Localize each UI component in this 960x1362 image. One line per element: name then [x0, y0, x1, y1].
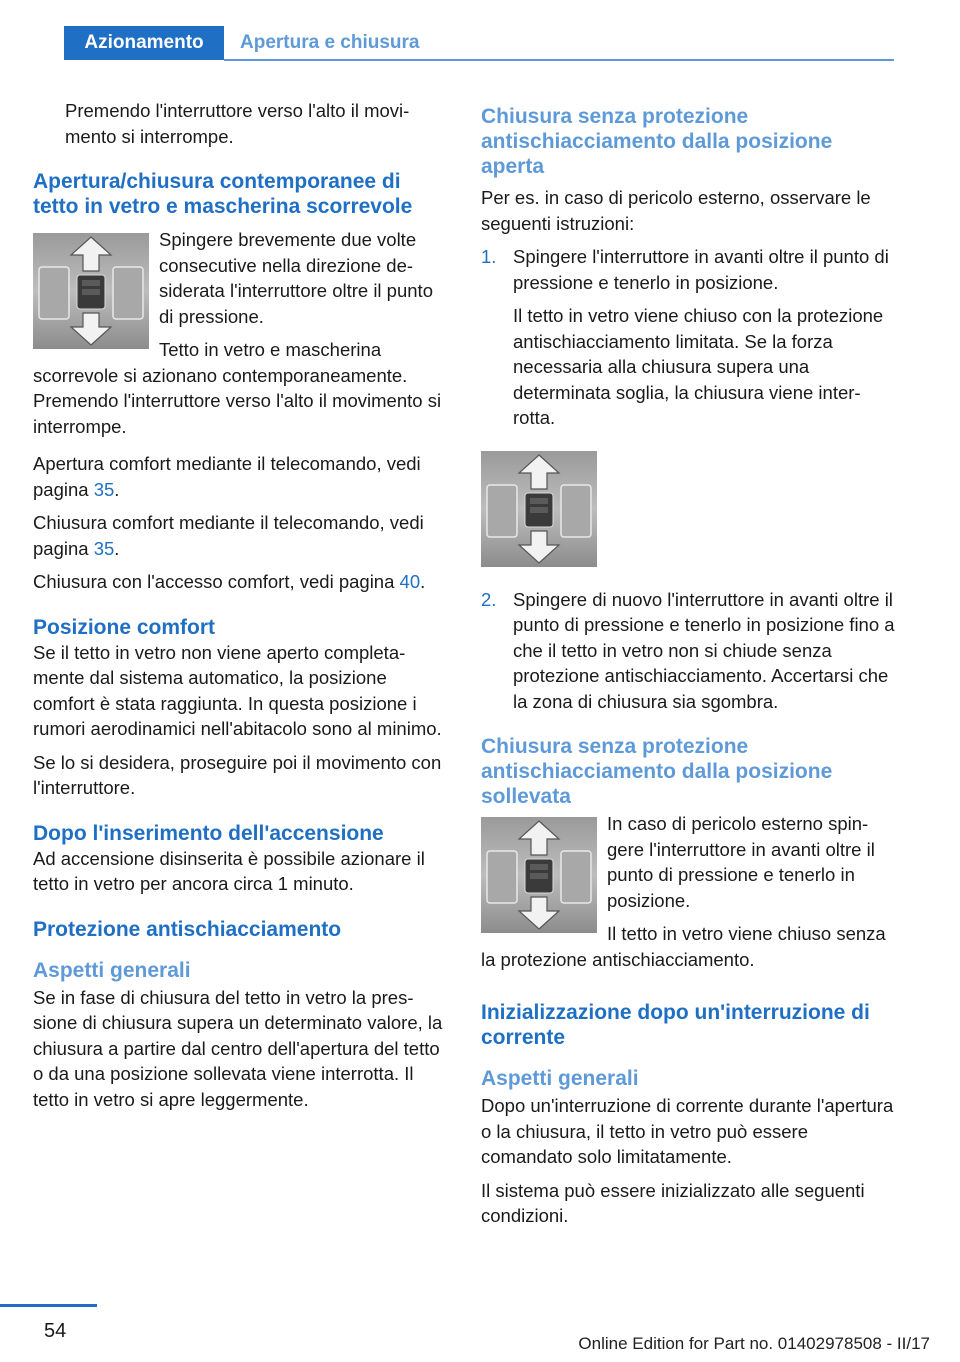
step-text: Spingere l'interruttore in avanti oltre il punto di pressione e tenerlo in posizione. [513, 246, 889, 293]
footer-divider [0, 1304, 97, 1307]
right-column [481, 104, 896, 1237]
step-number: 1. [481, 246, 497, 267]
sliding-roof-switch-icon [33, 233, 149, 349]
heading-protezione: Protezione antischiacciamento [33, 917, 342, 941]
intro-text: Premendo l'interruttore verso l'alto il movimento si interrompe. [65, 100, 410, 147]
heading-chiusura-sollevata: Chiusura senza protezione antischiacciamento dalla posizione sollevata [481, 735, 833, 808]
tetto-text: Tetto in vetro e mascherina scorrevole si azionano contemporaneamente. Premendo l'interruttore verso l'alto il movimento si interrompe. [33, 339, 442, 437]
edition-note: Online Edition for Part no. 01402978508 - II/17 [578, 1334, 930, 1353]
page-number: 54 [44, 1320, 67, 1342]
init-text-2: Il sistema può essere inizializzato alle seguenti condizioni. [481, 1179, 865, 1226]
spingere-text: Spingere brevemente due volte consecutive nella direzione desiderata l'interruttore oltre il punto di pressione. [159, 229, 433, 327]
heading-aspetti-generali: Aspetti generali [33, 958, 191, 982]
heading-inizializzazione: Inizializzazione dopo un'interruzione di corrente [481, 1001, 870, 1049]
header-divider [224, 59, 894, 61]
posizione-text-2: Se lo si desidera, proseguire poi il movimento con l'interruttore. [33, 751, 442, 798]
step-subtext: Il tetto in vetro viene chiuso con la protezione antischiacciamento limitata. Se la forza necessaria alla chiusura supera una determinata soglia, la chiusura viene interrotta. [513, 305, 884, 428]
step-number: 2. [481, 588, 497, 610]
posizione-text-1: Se il tetto in vetro non viene aperto completamente dal sistema automatico, la posizione comfort è stata raggiunta. In questa posizione i rumori aerodinamici nell'abitacolo sono al minimo. [33, 641, 442, 739]
page-link-35-b[interactable]: 35 [93, 537, 115, 559]
section-tab-apertura[interactable]: Apertura e chiusura [240, 32, 420, 53]
accesso-comfort-ref: Chiusura con l'accesso comfort, vedi pagina 40. [33, 571, 426, 592]
chiusura-comfort-ref: Chiusura comfort mediante il telecomando, vedi pagina 35. [33, 512, 424, 559]
list-item [481, 587, 896, 715]
step-text: Spingere di nuovo l'interruttore in avanti oltre il punto di pressione e tenerlo in posizione fino a che il tetto in vetro non si chiude senza protezione antischiacciamento. Accertarsi che la zona di chiusura sia sgombra. [513, 588, 895, 712]
page-link-35-a[interactable]: 35 [93, 478, 115, 500]
per-es-text: Per es. in caso di pericolo esterno, osservare le seguenti istruzioni: [481, 187, 871, 234]
heading-dopo-accensione: Dopo l'inserimento dell'accensione [33, 821, 384, 845]
sollevata-text-2: Il tetto in vetro viene chiuso senza la protezione antischiacciamento. [481, 923, 886, 970]
sliding-roof-switch-icon [481, 817, 597, 933]
aspetti-text: Se in fase di chiusura del tetto in vetro la pressione di chiusura supera un determinato valore, la chiusura a partire dal centro dell'apertura del tetto o da una posizione sollevata viene interrotta. Il tetto in vetro si apre leggermente. [33, 986, 443, 1110]
dopo-text: Ad accensione disinserita è possibile azionare il tetto in vetro per ancora circa 1 minuto. [33, 847, 425, 894]
page-header [0, 0, 960, 62]
list-item [481, 244, 896, 431]
left-column [33, 98, 448, 1120]
heading-aspetti-generali-2: Aspetti generali [481, 1067, 639, 1090]
heading-apertura-chiusura: Apertura/chiusura contemporanee di tetto in vetro e mascherina scorrevole [33, 170, 413, 218]
sollevata-text-1: In caso di pericolo esterno spingere l'interruttore in avanti oltre il punto di pressione e tenerlo in posizione. [607, 813, 875, 911]
steps-list-cont [481, 587, 896, 715]
page-link-40[interactable]: 40 [399, 571, 421, 592]
apertura-comfort-ref: Apertura comfort mediante il telecomando, vedi pagina 35. [33, 453, 421, 500]
heading-chiusura-aperta: Chiusura senza protezione antischiacciamento dalla posizione aperta [481, 105, 833, 178]
section-tab-azionamento[interactable]: Azionamento [64, 26, 224, 60]
heading-posizione-comfort: Posizione comfort [33, 615, 216, 639]
init-text-1: Dopo un'interruzione di corrente durante l'apertura o la chiusura, il tetto in vetro può essere comandato solo limitatamente. [481, 1095, 894, 1167]
sliding-roof-switch-icon [481, 451, 597, 567]
steps-list [481, 244, 896, 431]
